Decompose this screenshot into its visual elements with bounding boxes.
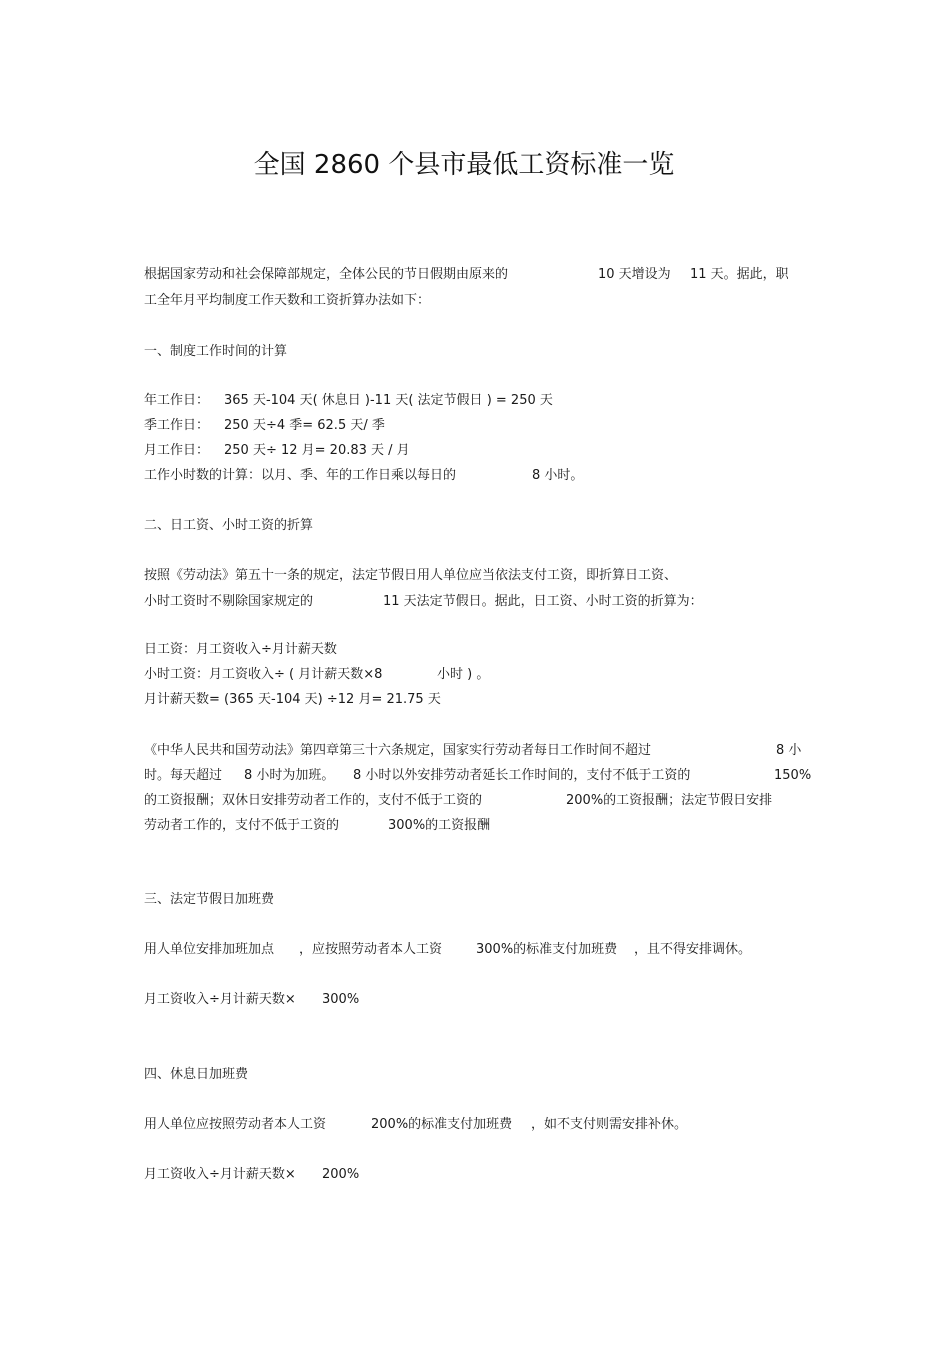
paid-days-formula: 月计薪天数= (365 天-104 天) ÷12 月= 21.75 天 [144,692,441,707]
paragraph-text: 用人单位应按照劳动者本人工资 [144,1117,327,1132]
paragraph-line [144,593,744,611]
formula-value: 300% [322,992,360,1007]
year-formula: 365 天-104 天( 休息日 )-11 天( 法定节假日 ) = 250 天 [224,393,553,408]
daily-wage-formula: 日工资：月工资收入÷月计薪天数 [144,642,337,657]
work-hours-text: 工作小时数的计算：以月、季、年的工作日乘以每日的 [144,468,457,483]
formula-text: 月工资收入÷月计薪天数× [144,992,296,1007]
intro-line-1 [144,266,824,284]
month-formula: 250 天÷ 12 月= 20.83 天 / 月 [224,443,410,458]
paragraph-line [144,941,824,959]
paragraph-text: 时。每天超过 [144,768,223,783]
paragraph-text: 劳动者工作的，支付不低于工资的 [144,818,340,833]
paragraph-value: 8 小时为加班。 [244,768,335,783]
intro-line-2: 工全年月平均制度工作天数和工资折算办法如下： [144,293,431,308]
paragraph-line: 按照《劳动法》第五十一条的规定，法定节假日用人单位应当依法支付工资，即折算日工资、 [144,568,678,583]
paragraph-line [144,767,824,785]
section-heading: 一、制度工作时间的计算 [144,344,288,359]
intro-value: 11 天。据此，职 [690,267,789,282]
paragraph-line [144,817,824,835]
paragraph-value: 8 小 [776,743,802,758]
paragraph-text: 8 小时以外安排劳动者延长工作时间的，支付不低于工资的 [353,768,691,783]
paragraph-text: ，且不得安排调休。 [634,942,752,957]
quarter-formula: 250 天÷4 季= 62.5 天/ 季 [224,418,385,433]
paragraph-line [144,742,824,760]
paragraph-line [144,1116,824,1134]
intro-value: 10 天增设为 [598,267,671,282]
year-label: 年工作日： [144,393,210,408]
overtime-formula [144,991,544,1009]
intro-text: 根据国家劳动和社会保障部规定，全体公民的节日假期由原来的 [144,267,509,282]
paragraph-text: 11 天法定节假日。据此，日工资、小时工资的折算为： [383,594,703,609]
paragraph-value: 200%的工资报酬；法定节假日安排 [566,793,773,808]
section-heading: 二、日工资、小时工资的折算 [144,518,314,533]
paragraph-value: 300%的工资报酬 [388,818,491,833]
work-hours-value: 8 小时。 [532,468,584,483]
paragraph-text: 的工资报酬；双休日安排劳动者工作的，支付不低于工资的 [144,793,483,808]
quarter-workdays-line [144,417,744,435]
paragraph-text: 用人单位安排加班加点 [144,942,275,957]
page-title: 全国 2860 个县市最低工资标准一览 [253,150,675,180]
work-hours-line [144,467,744,485]
section-heading: 三、法定节假日加班费 [144,892,275,907]
section-heading: 四、休息日加班费 [144,1067,249,1082]
hourly-wage-text: 小时 ) 。 [437,667,490,682]
month-workdays-line [144,442,744,460]
paragraph-value: 300%的标准支付加班费 [476,942,618,957]
formula-text: 月工资收入÷月计薪天数× [144,1167,296,1182]
month-label: 月工作日： [144,443,210,458]
hourly-wage-text: 小时工资：月工资收入÷ ( 月计薪天数×8 [144,667,383,682]
overtime-formula [144,1166,544,1184]
paragraph-value: 150% [774,768,812,783]
paragraph-text: 小时工资时不剔除国家规定的 [144,594,314,609]
paragraph-text: ，如不支付则需安排补休。 [531,1117,688,1132]
paragraph-value: 200%的标准支付加班费 [371,1117,513,1132]
paragraph-line [144,792,824,810]
paragraph-text: 《中华人民共和国劳动法》第四章第三十六条规定，国家实行劳动者每日工作时间不超过 [144,743,652,758]
formula-value: 200% [322,1167,360,1182]
hourly-wage-formula [144,666,744,684]
quarter-label: 季工作日： [144,418,210,433]
year-workdays-line [144,392,744,410]
paragraph-text: ，应按照劳动者本人工资 [299,942,443,957]
